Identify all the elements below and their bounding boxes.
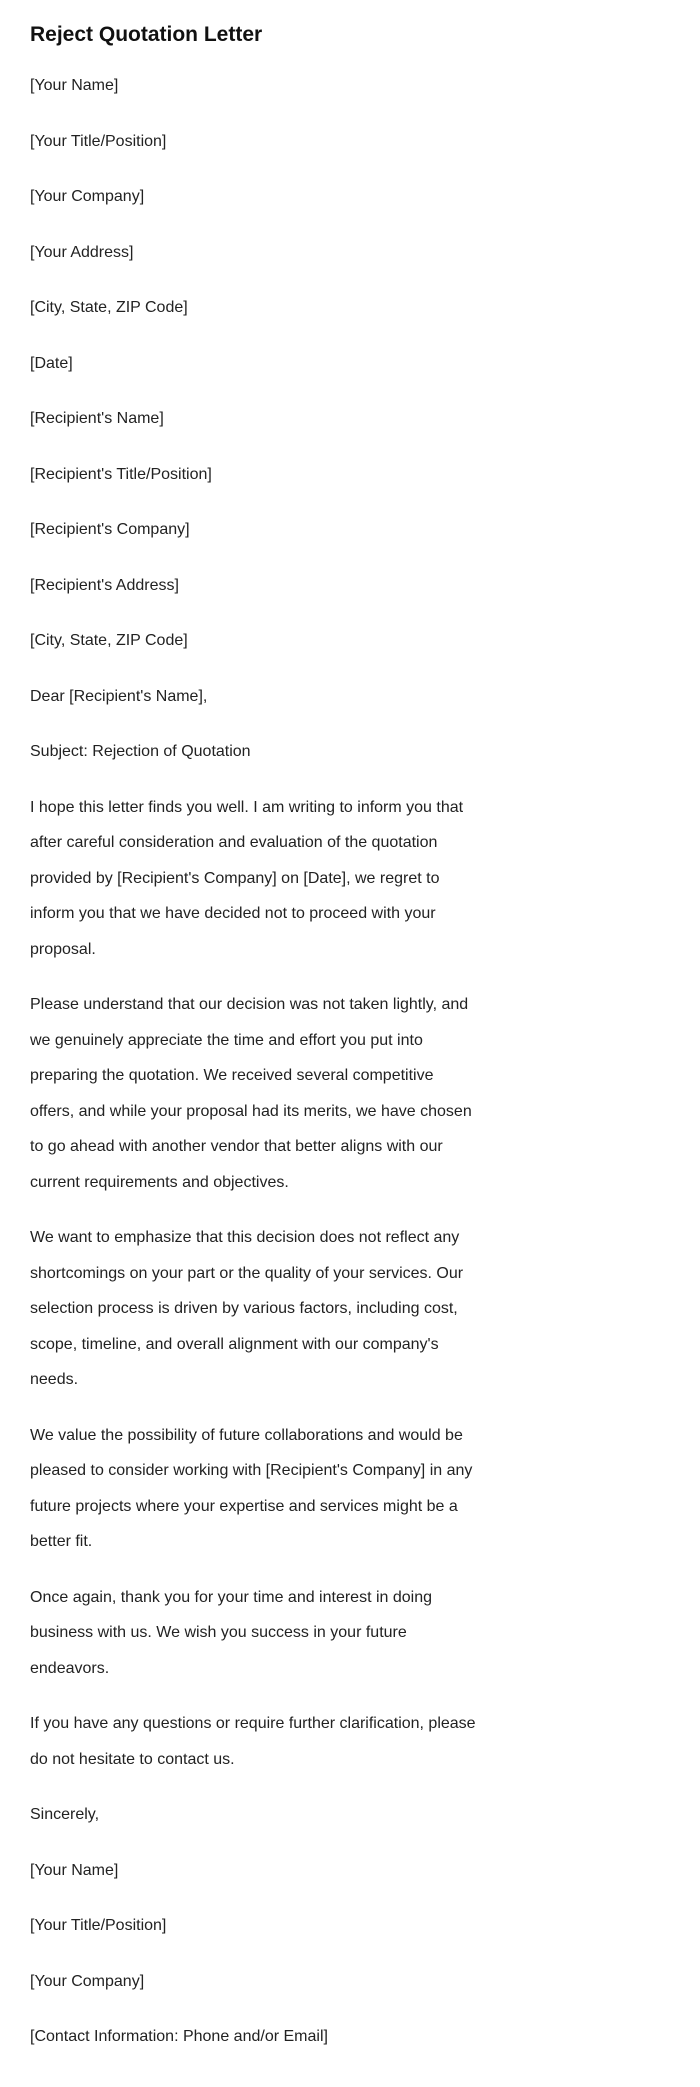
body-paragraph: I hope this letter finds you well. I am writing to inform you that after careful consideration and evaluation of the quotation provided by [Recipient's Company] on [Date], we regret to inform you that we have decided not to proceed with your proposal. (30, 798, 464, 958)
letter-content (30, 18, 477, 2055)
sender-title-position: [Your Title/Position] (30, 132, 167, 150)
sender-company: [Your Company] (30, 188, 145, 205)
signature-contact-information: [Contact Information: Phone and/or Email] (30, 2028, 328, 2045)
date-line: [Date] (30, 354, 73, 372)
recipient-name: [Recipient's Name] (30, 410, 164, 427)
sender-name: [Your Name] (30, 77, 119, 94)
recipient-city-state-zip: [City, State, ZIP Code] (30, 632, 188, 649)
recipient-address: [Recipient's Address] (30, 576, 179, 594)
signature-title-position: [Your Title/Position] (30, 1917, 167, 1934)
body-paragraph: We want to emphasize that this decision does not reflect any shortcomings on your part or the quality of your services. Our selection process is driven by various factors, including cost, scope, timeline, and overall alignment with our company's needs. (30, 1229, 464, 1388)
recipient-title-position: [Recipient's Title/Position] (30, 465, 212, 483)
body-paragraph: Please understand that our decision was not taken lightly, and we genuinely appreciate the time and effort you put into preparing the quotation. We received several competitive offers, and while your proposal had its merits, we have chosen to go ahead with another vendor that better aligns with our current requirements and objectives. (30, 996, 472, 1191)
recipient-company: [Recipient's Company] (30, 521, 190, 538)
salutation: Dear [Recipient's Name], (30, 687, 208, 705)
sender-city-state-zip: [City, State, ZIP Code] (30, 299, 188, 316)
sender-address: [Your Address] (30, 243, 134, 261)
body-paragraph: Once again, thank you for your time and interest in doing business with us. We wish you success in your future endeavors. (30, 1588, 433, 1677)
page-title: Reject Quotation Letter (30, 23, 263, 46)
body-paragraph: If you have any questions or require further clarification, please do not hesitate to contact us. (30, 1715, 476, 1768)
body-paragraph: We value the possibility of future collaborations and would be pleased to consider working with [Recipient's Company] in any future projects where your expertise and services might be a better fit. (30, 1426, 473, 1550)
signature-company: [Your Company] (30, 1972, 145, 1990)
signature-name: [Your Name] (30, 1861, 119, 1879)
subject-line: Subject: Rejection of Quotation (30, 743, 251, 760)
closing: Sincerely, (30, 1806, 100, 1823)
